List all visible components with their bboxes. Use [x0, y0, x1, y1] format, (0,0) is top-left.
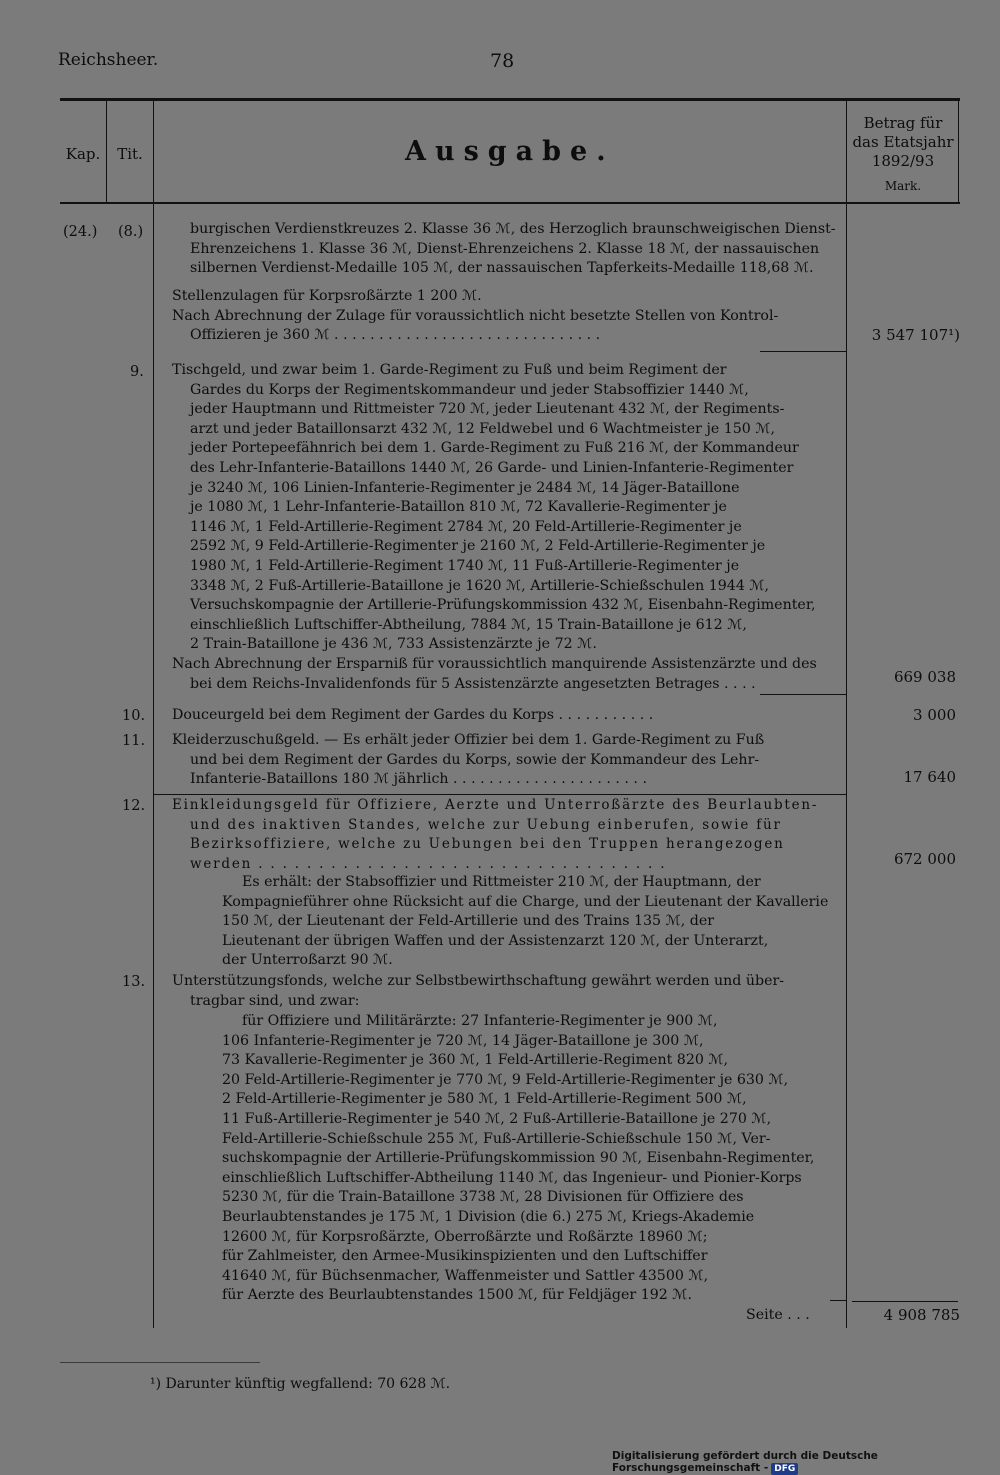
text-line: silbernen Verdienst-Medaille 105 ℳ, der nassauischen Tapferkeits-Medaille 118,68 ℳ. — [190, 260, 814, 277]
row11-amount: 17 640 — [903, 768, 956, 786]
header-title: Ausgabe. — [405, 136, 615, 167]
seite-amount: 4 908 785 — [883, 1306, 960, 1324]
text-line: jeder Hauptmann und Rittmeister 720 ℳ, jeder Lieutenant 432 ℳ, der Regiments- — [190, 401, 785, 418]
text-line: bei dem Reichs-Invalidenfonds für 5 Assistenzärzte angesetzten Betrages . . . . — [190, 675, 756, 692]
footnote-rule — [60, 1362, 260, 1363]
row10-amount: 3 000 — [913, 706, 956, 724]
text-line: burgischen Verdienstkreuzes 2. Klasse 36 ℳ, des Herzoglich braunschweigischen Dienst- — [190, 221, 836, 237]
text-line: Nach Abrechnung der Ersparniß für voraussichtlich manquirende Assistenzärzte und des — [172, 655, 817, 672]
text-line: 150 ℳ, der Lieutenant der Feld-Artillerie und des Trains 135 ℳ, der — [222, 913, 715, 930]
text-line: Ehrenzeichens 1. Klasse 36 ℳ, Dienst-Ehrenzeichens 2. Klasse 18 ℳ, der nassauischen — [190, 240, 820, 257]
text-line: 1980 ℳ, 1 Feld-Artillerie-Regiment 1740 ℳ, 11 Fuß-Artillerie-Regimenter je — [190, 557, 740, 574]
row8-tit: (8.) — [118, 224, 144, 240]
text-line: einschließlich Luftschiffer-Abtheilung 1140 ℳ, das Ingenieur- und Pionier-Korps — [222, 1169, 802, 1186]
text-line: 2 Train-Bataillone je 436 ℳ, 733 Assistenzärzte je 72 ℳ. — [190, 636, 597, 653]
text-line: Tischgeld, und zwar beim 1. Garde-Regiment zu Fuß und beim Regiment der — [172, 362, 727, 378]
row8-rule — [760, 351, 846, 352]
text-line: Beurlaubtenstandes je 175 ℳ, 1 Division (die 6.) 275 ℳ, Kriegs-Akademie — [222, 1208, 755, 1225]
row10-text: Douceurgeld bei dem Regiment der Gardes du Korps . . . . . . . . . . . — [172, 707, 654, 723]
text-line: Stellenzulagen für Korpsroßärzte 1 200 ℳ. — [172, 288, 482, 304]
header-kap: Kap. — [65, 145, 101, 163]
text-line: tragbar sind, und zwar: — [190, 992, 360, 1009]
seite-label: Seite . . . — [746, 1307, 810, 1323]
text-line: 73 Kavallerie-Regimenter je 360 ℳ, 1 Feld-Artillerie-Regiment 820 ℳ, — [222, 1052, 729, 1069]
row8-amount: 3 547 107¹) — [871, 326, 960, 344]
col-divider-tit — [153, 100, 154, 1328]
text-line: Infanterie-Bataillons 180 ℳ jährlich . . . . . . . . . . . . . . . . . . . . . . — [190, 771, 647, 788]
running-head: Reichsheer. — [58, 50, 159, 70]
footnote: ¹) Darunter künftig wegfallend: 70 628 ℳ. — [150, 1376, 451, 1392]
row11-text — [172, 731, 764, 790]
betrag-unit: Mark. — [884, 179, 922, 193]
text-line: der Unterroßarzt 90 ℳ. — [222, 952, 393, 969]
row9-amount: 669 038 — [893, 668, 956, 686]
row13-tit: 13. — [122, 974, 146, 990]
row13-rule — [830, 1300, 846, 1301]
row9-tit: 9. — [130, 364, 144, 380]
table-header-rule — [60, 202, 960, 204]
text-line: Lieutenant der übrigen Waffen und der Assistenzarzt 120 ℳ, der Unterarzt, — [222, 932, 769, 949]
text-line: suchskompagnie der Artillerie-Prüfungskommission 90 ℳ, Eisenbahn-Regimenter, — [222, 1150, 815, 1167]
betrag-line2: das Etatsjahr — [852, 133, 954, 151]
col-divider-right — [958, 100, 959, 202]
row8-text — [190, 220, 836, 279]
text-line: werden . . . . . . . . . . . . . . . . . . . . . . . . . . . . . . . . . . — [190, 855, 667, 872]
text-line: des Lehr-Infanterie-Bataillons 1440 ℳ, 26 Garde- und Linien-Infanterie-Regimenter — [190, 459, 794, 476]
text-line: 11 Fuß-Artillerie-Regimenter je 540 ℳ, 2 Fuß-Artillerie-Bataillone je 270 ℳ, — [222, 1110, 772, 1127]
row12-text — [172, 796, 818, 874]
page-number: 78 — [490, 50, 515, 72]
header-betrag — [848, 114, 958, 196]
text-line: Offizieren je 360 ℳ . . . . . . . . . . . . . . . . . . . . . . . . . . . . . . — [190, 327, 601, 344]
row11-tit: 11. — [122, 733, 146, 749]
text-line: Unterstützungsfonds, welche zur Selbstbewirthschaftung gewährt werden und über- — [172, 973, 785, 989]
row12-tit: 12. — [122, 798, 146, 814]
row8-text-2 — [172, 287, 778, 346]
text-line: Es erhält: der Stabsoffizier und Rittmeister 210 ℳ, der Hauptmann, der — [242, 874, 761, 890]
row11-rule — [154, 794, 846, 795]
text-line: 2 Feld-Artillerie-Regimenter je 580 ℳ, 1 Feld-Artillerie-Regiment 500 ℳ, — [222, 1091, 747, 1108]
text-line: einschließlich Luftschiffer-Abtheilung, 7884 ℳ, 15 Train-Bataillone je 612 ℳ, — [190, 616, 747, 633]
text-line: Versuchskompagnie der Artillerie-Prüfungskommission 432 ℳ, Eisenbahn-Regimenter, — [190, 597, 816, 614]
text-line: 5230 ℳ, für die Train-Bataillone 3738 ℳ, 28 Divisionen für Offiziere des — [222, 1189, 744, 1206]
text-line: 1146 ℳ, 1 Feld-Artillerie-Regiment 2784 ℳ, 20 Feld-Artillerie-Regimenter je — [190, 518, 742, 535]
footer-text: Digitalisierung gefördert durch die Deutsche Forschungsgemeinschaft - — [612, 1450, 878, 1474]
row13-text-2 — [222, 1012, 814, 1306]
text-line: je 3240 ℳ, 106 Linien-Infanterie-Regimenter je 2484 ℳ, 14 Jäger-Bataillone — [190, 479, 740, 496]
digitization-footer — [612, 1450, 1000, 1475]
text-line: Feld-Artillerie-Schießschule 255 ℳ, Fuß-Artillerie-Schießschule 150 ℳ, Ver- — [222, 1130, 771, 1147]
row8-kap: (24.) — [63, 224, 98, 240]
text-line: Gardes du Korps der Regimentskommandeur und jeder Stabsoffizier 1440 ℳ, — [190, 381, 749, 398]
row12-amount: 672 000 — [893, 850, 956, 868]
text-line: für Offiziere und Militärärzte: 27 Infanterie-Regimenter je 900 ℳ, — [242, 1013, 718, 1029]
col-divider-kap — [106, 100, 107, 202]
row10-tit: 10. — [122, 708, 146, 724]
row13-text — [172, 972, 784, 1011]
text-line: jeder Portepeefähnrich bei dem 1. Garde-Regiment zu Fuß 216 ℳ, der Kommandeur — [190, 440, 799, 457]
text-line: 20 Feld-Artillerie-Regimenter je 770 ℳ, 9 Feld-Artillerie-Regimenter je 630 ℳ, — [222, 1071, 789, 1088]
text-line: und bei dem Regiment der Gardes du Korps, sowie der Kommandeur des Lehr- — [190, 751, 760, 768]
text-line: Kleiderzuschußgeld. — Es erhält jeder Offizier bei dem 1. Garde-Regiment zu Fuß — [172, 732, 765, 748]
text-line: je 1080 ℳ, 1 Lehr-Infanterie-Bataillon 810 ℳ, 72 Kavallerie-Regimenter je — [190, 499, 727, 516]
dfg-logo: DFG — [771, 1463, 798, 1475]
text-line: für Aerzte des Beurlaubtenstandes 1500 ℳ, für Feldjäger 192 ℳ. — [222, 1287, 692, 1304]
text-line: Bezirksoffiziere, welche zu Uebungen bei den Truppen herangezogen — [190, 836, 785, 853]
betrag-line1: Betrag für — [863, 114, 943, 132]
table-top-rule — [60, 98, 960, 101]
text-line: arzt und jeder Bataillonsarzt 432 ℳ, 12 Feldwebel und 6 Wachtmeister je 150 ℳ, — [190, 420, 776, 437]
text-line: 41640 ℳ, für Büchsenmacher, Waffenmeister und Sattler 43500 ℳ, — [222, 1267, 709, 1284]
text-line: 2592 ℳ, 9 Feld-Artillerie-Regimenter je 2160 ℳ, 2 Feld-Artillerie-Regimenter je — [190, 538, 766, 555]
text-line: 106 Infanterie-Regimenter je 720 ℳ, 14 Jäger-Bataillone je 300 ℳ, — [222, 1032, 704, 1049]
text-line: Nach Abrechnung der Zulage für voraussichtlich nicht besetzte Stellen von Kontrol- — [172, 307, 779, 324]
row9-rule — [760, 694, 846, 695]
text-line: für Zahlmeister, den Armee-Musikinspizienten und den Luftschiffer — [222, 1248, 708, 1265]
text-line: Einkleidungsgeld für Offiziere, Aerzte und Unterroßärzte des Beurlaubten- — [172, 797, 819, 813]
seite-rule-top — [852, 1301, 958, 1302]
text-line: und des inaktiven Standes, welche zur Uebung einberufen, sowie für — [190, 816, 782, 833]
text-line: Kompagnieführer ohne Rücksicht auf die Charge, und der Lieutenant der Kavallerie — [222, 893, 829, 910]
text-line: 12600 ℳ, für Korpsroßärzte, Oberroßärzte und Roßärzte 18960 ℳ; — [222, 1228, 708, 1245]
betrag-line3: 1892/93 — [871, 152, 935, 170]
text-line: 3348 ℳ, 2 Fuß-Artillerie-Bataillone je 1620 ℳ, Artillerie-Schießschulen 1944 ℳ, — [190, 577, 770, 594]
row9-text — [172, 361, 817, 694]
row12-text-2 — [222, 873, 828, 971]
header-tit: Tit. — [117, 145, 143, 163]
